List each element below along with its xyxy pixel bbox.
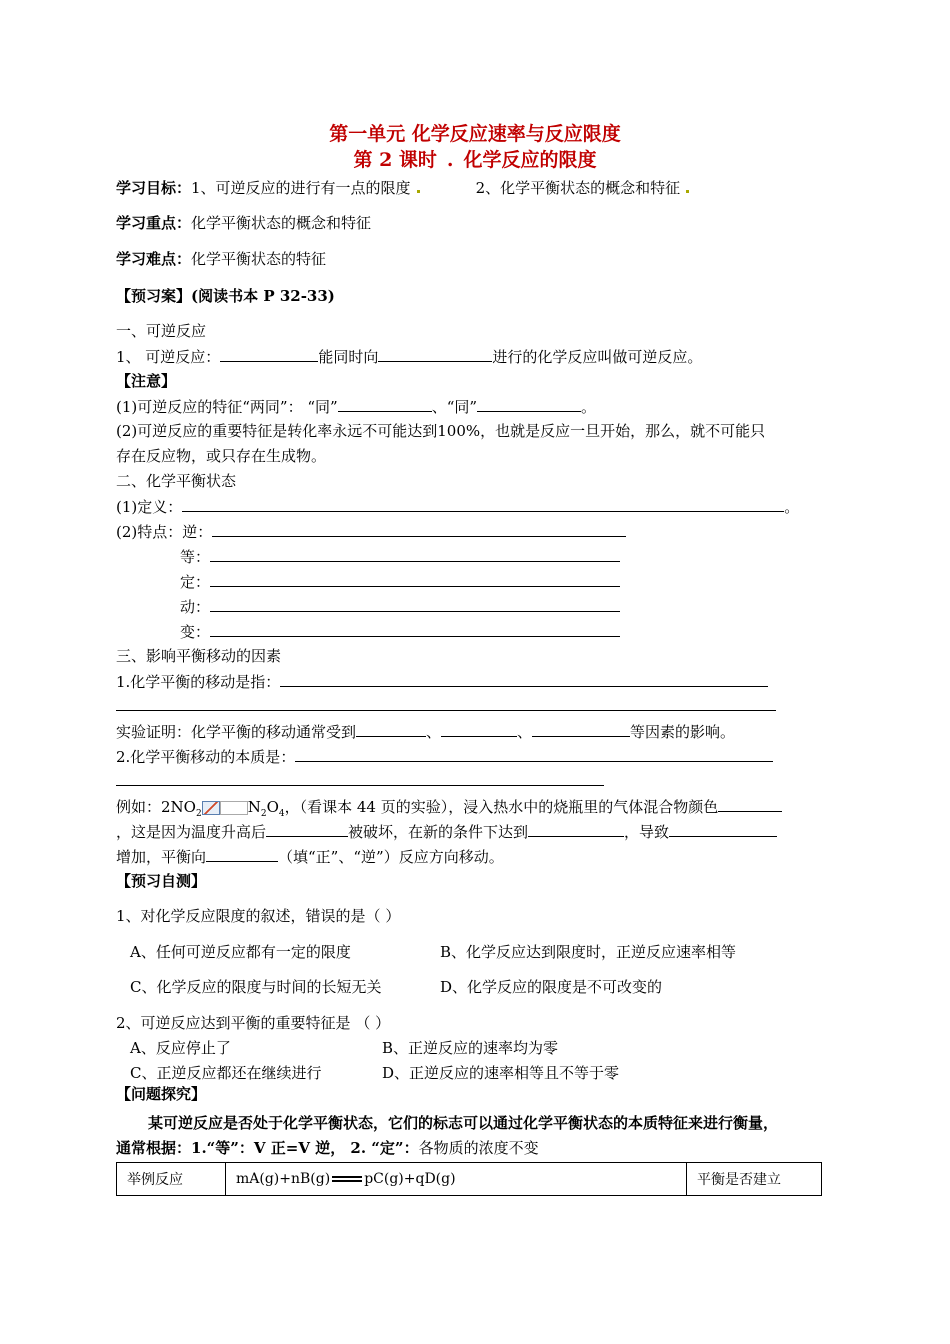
learning-focus [116,213,371,233]
criteria-text: 通常根据：1.“等”：V 正=V 逆， 2. “定”： [116,1139,419,1157]
blank[interactable] [295,746,773,762]
objective-1: 1、可逆反应的进行有一点的限度 [191,179,411,197]
blank[interactable] [280,671,768,687]
blank[interactable] [210,596,620,612]
blank[interactable] [441,721,517,737]
experiment-line [116,721,735,742]
criteria-concentration: 各物质的浓度不变 [418,1139,539,1157]
example-line-1 [116,796,782,824]
objectives-label: 学习目标： [116,179,192,197]
feature-ding-label: 定： [180,573,211,591]
section-factors: 三、影响平衡移动的因素 [116,647,282,665]
example-table [116,1162,822,1196]
feature-deng [180,546,620,567]
note1-a: (1)可逆反应的特征“两同”： “同” [116,398,338,416]
separator: 、 [426,723,442,741]
selftest-heading: 【预习自测】 [116,872,207,890]
learning-objectives [116,178,695,198]
move1-label: 1.化学平衡的移动是指： [116,673,281,691]
explore-heading: 【问题探究】 [116,1085,207,1103]
lesson-topic: 化学反应的限度 [463,149,597,171]
focus-label: 学习重点： [116,214,192,232]
blank[interactable] [669,821,777,837]
example-line-2 [116,821,777,842]
page-title: 第一单元 化学反应速率与反应限度 [329,123,621,145]
blank[interactable] [338,396,432,412]
feature-dong [180,596,620,617]
definition-line [116,496,799,517]
blank[interactable] [718,796,782,812]
feature-label: (2)特点：逆： [116,523,213,541]
move2-label: 2.化学平衡移动的本质是： [116,748,296,766]
q1-part-a: 1、 可逆反应： [116,348,221,366]
subscript: 2 [195,809,202,819]
answer-line[interactable] [116,710,776,711]
selftest-q2: 2、可逆反应达到平衡的重要特征是 （ ） [116,1014,391,1032]
feature-ding [180,571,620,592]
note-2-line1: (2)可逆反应的重要特征是转化率永远不可能达到100%，也就是反应一旦开始，那么，就不可能只 [116,422,766,440]
example-text: ，（看课本 44 页的实验），浸入热水中的烧瓶里的气体混合物颜色 [284,798,719,816]
blank[interactable] [266,821,348,837]
q1-part-b: 能同时向 [318,348,379,366]
example-text: ，导致 [624,823,670,841]
blank[interactable] [220,346,318,362]
feature-dong-label: 动： [180,598,211,616]
lesson-number: 第 2 课时 [353,149,437,171]
q2-option-b[interactable]: B、正逆反应的速率均为零 [382,1039,559,1057]
blank[interactable] [528,821,624,837]
equilibrium-arrow-icon [202,801,248,815]
blank[interactable] [477,396,581,412]
example-text: ，这是因为温度升高后 [116,823,267,841]
note-heading: 【注意】 [116,372,177,390]
blank[interactable] [212,521,626,537]
example-text: 被破坏，在新的条件下达到 [348,823,529,841]
note-1 [116,396,596,417]
lesson-subtitle: 第 2 课时 . 化学反应的限度 [353,149,597,171]
q1-option-d[interactable]: D、化学反应的限度是不可改变的 [440,978,663,996]
blank[interactable] [210,571,620,587]
note1-c: 。 [581,398,597,416]
note1-b: 、“同” [431,398,478,416]
blank[interactable] [378,346,492,362]
reaction-left: mA(g)+nB(g) [236,1171,331,1187]
equilibrium-arrow-icon [332,1175,362,1183]
section-reversible: 一、可逆反应 [116,322,207,340]
example-line-3 [116,846,504,867]
subscript: 4 [278,809,285,819]
example-prefix: 例如：2NO [116,798,196,816]
q2-option-a[interactable]: A、反应停止了 [130,1039,231,1057]
reaction-right: pC(g)+qD(g) [364,1171,456,1187]
experiment-text: 实验证明：化学平衡的移动通常受到 [116,723,357,741]
q2-option-d[interactable]: D、正逆反应的速率相等且不等于零 [382,1064,620,1082]
objective-2: 2、化学平衡状态的概念和特征 [475,179,681,197]
blank[interactable] [182,496,784,512]
question-1 [116,346,702,367]
q1-option-a[interactable]: A、任何可逆反应都有一定的限度 [130,943,351,961]
preview-heading: 【预习案】(阅读书本 P 32-33) [116,287,335,305]
explore-paragraph-1: 某可逆反应是否处于化学平衡状态，它们的标志可以通过化学平衡状态的本质特征来进行衡量， [148,1114,779,1132]
blank[interactable] [532,721,630,737]
separator: 、 [517,723,533,741]
move-2 [116,746,773,767]
feature-deng-label: 等： [180,548,211,566]
focus-text: 化学平衡状态的概念和特征 [191,214,372,232]
q2-option-c[interactable]: C、正逆反应都还在继续进行 [130,1064,322,1082]
blank[interactable] [210,546,620,562]
table-header-example: 举例反应 [117,1163,226,1196]
example-text: （填“正”、“逆”）反应方向移动。 [278,848,504,866]
formula-n: N [247,798,261,816]
learning-difficulty [116,249,326,269]
table-row [117,1163,822,1196]
difficulty-label: 学习难点： [116,250,192,268]
example-text: 增加，平衡向 [116,848,207,866]
blank[interactable] [356,721,426,737]
move-1 [116,671,768,692]
definition-end: 。 [784,498,800,516]
q1-option-b[interactable]: B、化学反应达到限度时，正逆反应速率相等 [440,943,737,961]
q1-option-c[interactable]: C、化学反应的限度与时间的长短无关 [130,978,382,996]
definition-label: (1)定义： [116,498,183,516]
explore-paragraph-2 [116,1138,539,1158]
q1-part-c: 进行的化学反应叫做可逆反应。 [492,348,703,366]
formula-o: O [266,798,279,816]
table-header-reaction [226,1163,687,1196]
difficulty-text: 化学平衡状态的特征 [191,250,327,268]
feature-bian-label: 变： [180,623,211,641]
selftest-q1: 1、对化学反应限度的叙述，错误的是（ ） [116,907,401,925]
section-equilibrium: 二、化学平衡状态 [116,472,237,490]
answer-line[interactable] [116,785,604,786]
feature-ni [116,521,626,542]
experiment-end: 等因素的影响。 [630,723,736,741]
note-2-line2: 存在反应物，或只存在生成物。 [116,447,327,465]
feature-bian [180,621,620,642]
table-header-equilibrium: 平衡是否建立 [687,1163,822,1196]
blank[interactable] [206,846,278,862]
blank[interactable] [210,621,620,637]
subscript: 2 [260,809,267,819]
